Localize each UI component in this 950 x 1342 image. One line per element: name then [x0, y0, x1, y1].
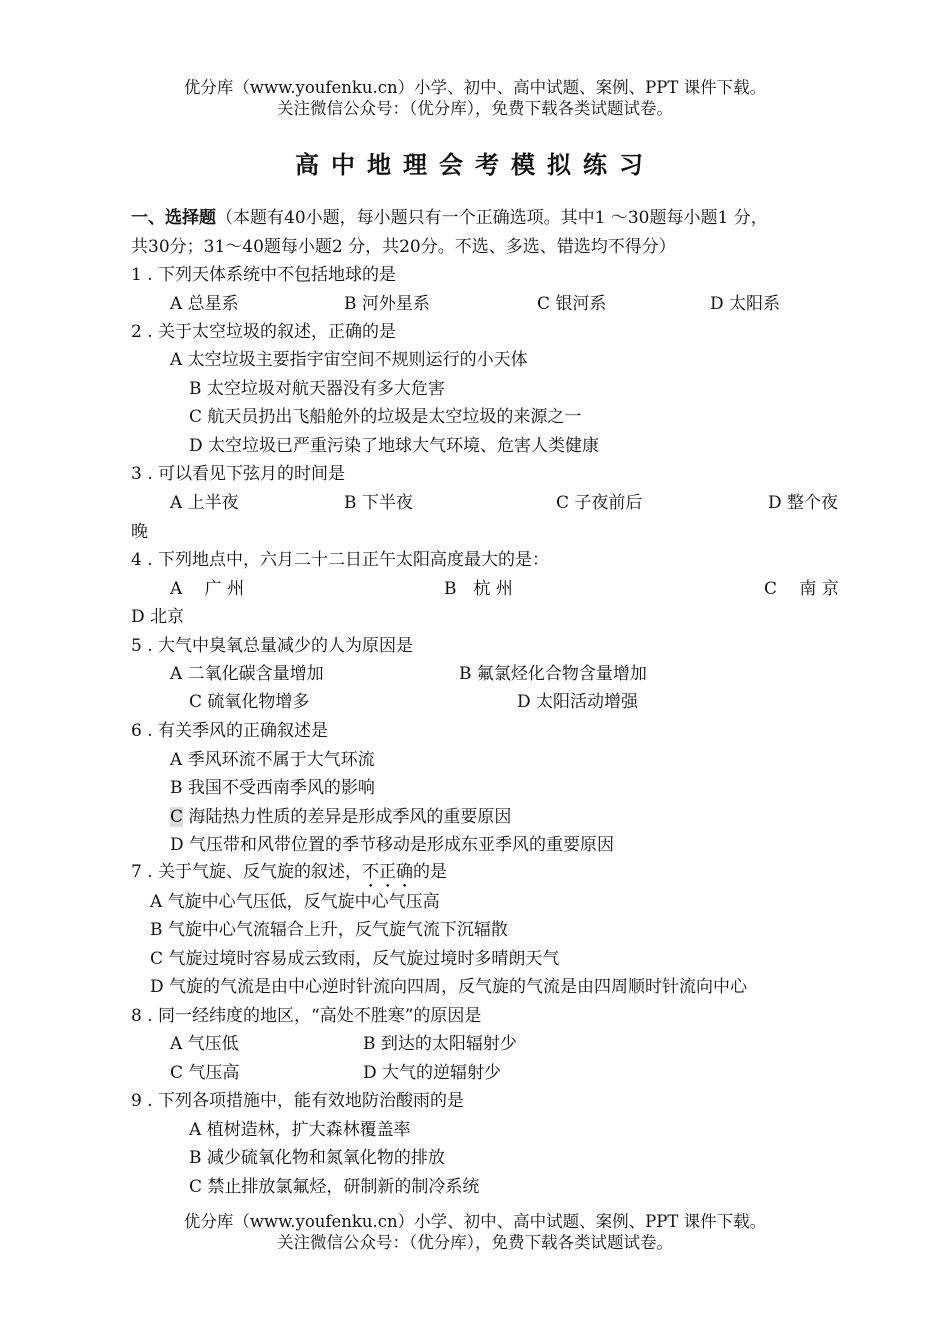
header-line-1: 优分库（www.youfenku.cn）小学、初中、高中试题、案例、PPT 课件下载。: [183, 78, 767, 97]
q1-option-b: B 河外星系: [344, 294, 430, 314]
q6-option-a: A 季风环流不属于大气环流: [170, 750, 375, 770]
q2-option-b: B 太空垃圾对航天器没有多大危害: [189, 379, 445, 399]
question-1: 1 . 下列天体系统中不包括地球的是: [131, 265, 397, 285]
q7-option-a: A 气旋中心气压低，反气旋中心气压高: [150, 892, 440, 912]
q8-option-c: C 气压高: [170, 1063, 240, 1083]
page-title: 高中地理会考模拟练习: [295, 150, 655, 179]
question-5: 5 . 大气中臭氧总量减少的人为原因是: [131, 636, 414, 656]
q7-option-b: B 气旋中心气流辐合上升，反气旋气流下沉辐散: [150, 920, 508, 940]
q6-option-c-letter: C: [170, 807, 184, 827]
section-intro-text-1: （本题有40小题，每小题只有一个正确选项。其中1 ～30题每小题1 分，: [216, 208, 768, 228]
q5-option-b: B 氟氯烃化合物含量增加: [459, 664, 647, 684]
q7-stem-emphasis: 不正确: [362, 862, 414, 882]
q3-option-d-wrap: 晚: [131, 522, 148, 542]
q4-option-b: B 杭 州: [444, 579, 513, 599]
q3-option-c: C 子夜前后: [556, 493, 643, 513]
q8-option-d: D 大气的逆辐射少: [363, 1063, 502, 1083]
q2-option-c: C 航天员扔出飞船舱外的垃圾是太空垃圾的来源之一: [189, 407, 582, 427]
section-label: 一、选择题: [131, 208, 216, 228]
q5-option-d: D 太阳活动增强: [517, 692, 639, 712]
question-6: 6 . 有关季风的正确叙述是: [131, 721, 329, 741]
q7-stem-post: 的是: [413, 862, 448, 882]
q6-option-d: D 气压带和风带位置的季节移动是形成东亚季风的重要原因: [170, 835, 615, 855]
q2-option-a: A 太空垃圾主要指宇宙空间不规则运行的小天体: [170, 350, 528, 370]
question-2: 2 . 关于太空垃圾的叙述，正确的是: [131, 322, 397, 342]
q7-stem-pre: 7 . 关于气旋、反气旋的叙述，: [131, 862, 363, 882]
q7-option-c: C 气旋过境时容易成云致雨，反气旋过境时多晴朗天气: [150, 949, 560, 969]
footer-line-1: 优分库（www.youfenku.cn）小学、初中、高中试题、案例、PPT 课件下载。: [183, 1212, 767, 1231]
q6-option-c: [170, 805, 511, 829]
question-3: 3 . 可以看见下弦月的时间是: [131, 464, 346, 484]
question-7: [131, 860, 447, 892]
question-8: 8 . 同一经纬度的地区，“高处不胜寒”的原因是: [131, 1006, 482, 1026]
q9-option-c: C 禁止排放氯氟烃，研制新的制冷系统: [189, 1177, 480, 1197]
q4-option-a: A 广 州: [170, 579, 245, 599]
q6-option-b: B 我国不受西南季风的影响: [170, 778, 375, 798]
q2-option-d: D 太空垃圾已严重污染了地球大气环境、危害人类健康: [189, 436, 600, 456]
question-9: 9 . 下列各项措施中，能有效地防治酸雨的是: [131, 1091, 465, 1111]
q3-option-d: D 整个夜: [768, 493, 839, 513]
header-line-2: 关注微信公众号：（优分库），免费下载各类试题试卷。: [277, 99, 673, 118]
q5-option-c: C 硫氧化物增多: [189, 692, 310, 712]
q9-option-b: B 减少硫氧化物和氮氧化物的排放: [189, 1148, 445, 1168]
q8-option-b: B 到达的太阳辐射少: [363, 1034, 517, 1054]
section-intro-line-2: 共30分；31～40题每小题2 分，共20分。不选、多选、错选均不得分）: [131, 237, 676, 257]
q1-option-a: A 总星系: [170, 294, 239, 314]
footer-line-2: 关注微信公众号：（优分库），免费下载各类试题试卷。: [277, 1233, 673, 1252]
q4-option-d: D 北京: [131, 607, 185, 627]
q9-option-a: A 植树造林，扩大森林覆盖率: [189, 1120, 411, 1140]
q8-option-a: A 气压低: [170, 1034, 239, 1054]
q6-option-c-text: 海陆热力性质的差异是形成季风的重要原因: [183, 807, 512, 827]
q4-option-c: C 南 京: [764, 579, 839, 599]
q3-option-b: B 下半夜: [344, 493, 413, 513]
question-4: 4 . 下列地点中，六月二十二日正午太阳高度最大的是：: [131, 550, 550, 570]
q1-option-d: D 太阳系: [710, 294, 781, 314]
q7-option-d: D 气旋的气流是由中心逆时针流向四周，反气旋的气流是由四周顺时针流向中心: [150, 977, 748, 997]
q1-option-c: C 银河系: [537, 294, 607, 314]
q3-option-a: A 上半夜: [170, 493, 239, 513]
q5-option-a: A 二氧化碳含量增加: [170, 664, 324, 684]
section-intro-line-1: [131, 206, 768, 230]
